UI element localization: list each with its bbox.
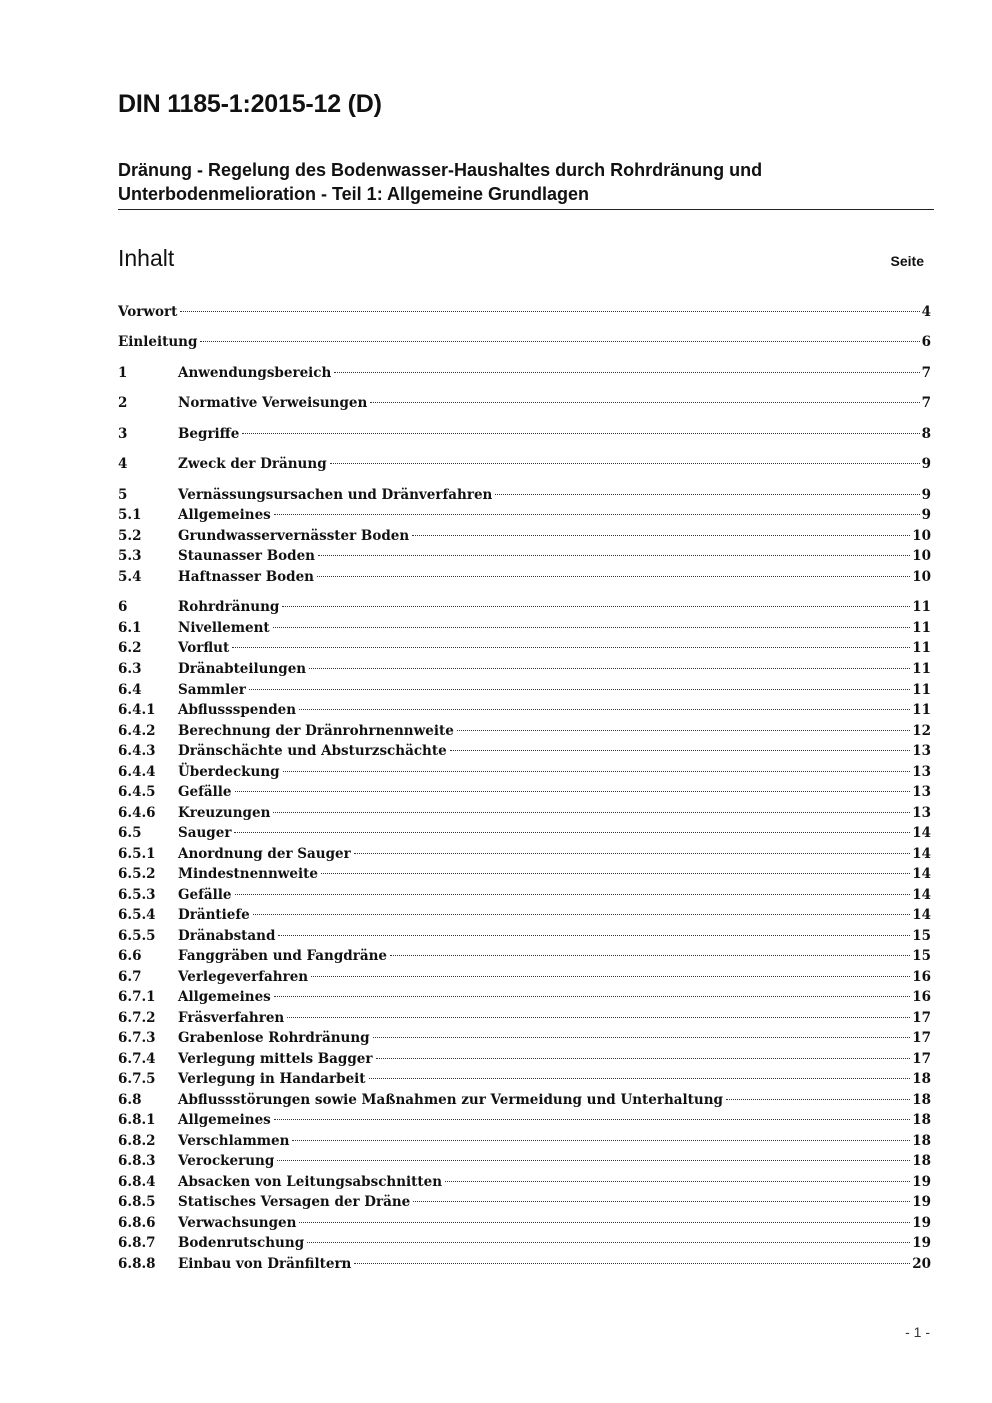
toc-entry-title: Verlegung in Handarbeit [178,1071,366,1087]
toc-entry-page: 14 [912,907,931,923]
toc-entry-number: 5.3 [118,548,142,564]
dot-leader [235,894,911,895]
toc-entry-page: 7 [921,395,931,411]
toc-entry[interactable] [118,741,931,761]
toc-entry-title: Abflussspenden [178,702,297,718]
dot-leader [457,730,910,731]
toc-entry[interactable] [118,803,931,823]
toc-entry-page: 16 [912,969,931,985]
toc-entry-number: 6.8.3 [118,1153,156,1169]
toc-entry-number: 6.8.8 [118,1256,156,1272]
toc-entry-title: Verschlammen [178,1133,290,1149]
dot-leader [311,976,910,977]
toc-entry-number: 6.5.4 [118,907,156,923]
toc-entry[interactable] [118,823,931,843]
toc-entry-number: 6.4.1 [118,702,156,718]
toc-entry-number: 6.8.6 [118,1215,156,1231]
toc-entry-title: Anordnung der Sauger [178,846,351,862]
toc-entry[interactable] [118,526,931,546]
toc-entry-number: 6.4.6 [118,805,156,821]
toc-entry-title: Grabenlose Rohrdränung [178,1030,370,1046]
document-id: DIN 1185-1:2015-12 (D) [118,90,382,118]
toc-entry[interactable] [118,1028,931,1048]
toc-entry[interactable] [118,1008,931,1028]
toc-entry-title: Vorwort [118,304,178,320]
toc-entry[interactable] [118,1069,931,1089]
toc-entry-number: 6.2 [118,640,142,656]
toc-entry-title: Nivellement [178,620,270,636]
dot-leader [249,689,910,690]
toc-entry-number: 6.7.4 [118,1051,156,1067]
dot-leader [309,668,910,669]
toc-entry[interactable] [118,1049,931,1069]
toc-entry[interactable] [118,1110,931,1130]
toc-entry[interactable] [118,485,931,505]
toc-entry[interactable] [118,618,931,638]
toc-entry-title: Sauger [178,825,232,841]
toc-entry-number: 6.7 [118,969,142,985]
toc-entry-page: 17 [912,1030,931,1046]
toc-entry[interactable] [118,393,931,413]
toc-entry-number: 6.7.2 [118,1010,156,1026]
dot-leader [318,555,910,556]
toc-entry-number: 6.8.2 [118,1133,156,1149]
dot-leader [321,873,910,874]
toc-entry-title: Staunasser Boden [178,548,315,564]
dot-leader [273,627,911,628]
toc-entry-title: Berechnung der Dränrohrnennweite [178,723,454,739]
toc-entry[interactable] [118,987,931,1007]
toc-entry-page: 12 [912,723,931,739]
toc-entry-number: 6.4.4 [118,764,156,780]
dot-leader [330,463,920,464]
toc-entry-title: Verwachsungen [178,1215,297,1231]
toc-entry-page: 14 [912,825,931,841]
toc-entry[interactable] [118,905,931,925]
dot-leader [287,1017,910,1018]
toc-entry-page: 7 [921,365,931,381]
toc-entry[interactable] [118,659,931,679]
toc-entry[interactable] [118,638,931,658]
toc-entry[interactable] [118,680,931,700]
toc-entry-title: Allgemeines [178,989,271,1005]
toc-entry-page: 11 [912,599,931,615]
toc-entry-page: 20 [912,1256,931,1272]
toc-entry[interactable] [118,1131,931,1151]
dot-leader [292,1140,910,1141]
toc-entry-page: 14 [912,866,931,882]
toc-entry-title: Normative Verweisungen [178,395,368,411]
dot-leader [299,709,910,710]
toc-entry-title: Bodenrutschung [178,1235,305,1251]
toc-entry-title: Abflussstörungen sowie Maßnahmen zur Vermeidung und Unterhaltung [178,1092,723,1108]
toc-entry[interactable] [118,782,931,802]
dot-leader [242,433,919,434]
toc-entry-number: 5.2 [118,528,142,544]
toc-entry[interactable] [118,721,931,741]
toc-entry[interactable] [118,700,931,720]
toc-entry-number: 6.7.1 [118,989,156,1005]
toc-entry-number: 6.5.2 [118,866,156,882]
toc-entry-page: 11 [912,620,931,636]
toc-entry-page: 6 [921,334,931,350]
toc-entry-page: 11 [912,682,931,698]
toc-entry[interactable] [118,302,931,322]
dot-leader [232,647,910,648]
toc-entry-page: 18 [912,1071,931,1087]
toc-entry-page: 11 [912,702,931,718]
toc-entry-number: 6.8.4 [118,1174,156,1190]
toc-entry-number: 5 [118,487,128,503]
toc-entry[interactable] [118,597,931,617]
toc-entry-title: Einleitung [118,334,198,350]
toc-entry-page: 9 [921,456,931,472]
dot-leader [334,372,919,373]
dot-leader [412,535,910,536]
dot-leader [235,791,911,792]
toc-entry-number: 6.6 [118,948,142,964]
toc-entry-number: 6.5.1 [118,846,156,862]
toc-entry-title: Vorflut [178,640,230,656]
toc-entry-title: Haftnasser Boden [178,569,314,585]
toc-entry-page: 19 [912,1215,931,1231]
toc-entry-page: 18 [912,1133,931,1149]
toc-entry-title: Gefälle [178,784,232,800]
toc-entry-number: 6.5.5 [118,928,156,944]
toc-entry-page: 19 [912,1235,931,1251]
dot-leader [307,1242,910,1243]
dot-leader [299,1222,910,1223]
toc-entry-title: Zweck der Dränung [178,456,327,472]
toc-entry-number: 6.8.1 [118,1112,156,1128]
dot-leader [370,402,919,403]
toc-entry-page: 17 [912,1051,931,1067]
toc-entry[interactable] [118,762,931,782]
dot-leader [278,935,910,936]
toc-entry-page: 14 [912,887,931,903]
toc-entry[interactable] [118,844,931,864]
toc-entry-page: 18 [912,1153,931,1169]
toc-entry[interactable] [118,1090,931,1110]
toc-entry[interactable] [118,1254,931,1274]
toc-entry-number: 5.1 [118,507,142,523]
dot-leader [274,996,910,997]
toc-entry-page: 11 [912,661,931,677]
toc-entry-number: 6.8.5 [118,1194,156,1210]
dot-leader [317,576,910,577]
dot-leader [354,1263,910,1264]
toc-entry-title: Absacken von Leitungsabschnitten [178,1174,443,1190]
toc-entry[interactable] [118,885,931,905]
dot-leader [450,750,911,751]
toc-entry-title: Rohrdränung [178,599,280,615]
page-number: - 1 - [905,1324,930,1340]
toc-entry-page: 19 [912,1194,931,1210]
toc-entry-number: 6.5.3 [118,887,156,903]
toc-entry-page: 13 [912,764,931,780]
toc-entry-page: 19 [912,1174,931,1190]
dot-leader [283,771,911,772]
toc-entry-number: 2 [118,395,128,411]
toc-entry[interactable] [118,1172,931,1192]
toc-entry-page: 10 [912,548,931,564]
toc-entry-page: 8 [921,426,931,442]
toc-entry-page: 13 [912,784,931,800]
dot-leader [273,812,910,813]
toc-entry-page: 13 [912,805,931,821]
toc-entry-title: Fräsverfahren [178,1010,285,1026]
toc-entry-page: 10 [912,528,931,544]
toc-entry-number: 3 [118,426,128,442]
toc-entry-title: Allgemeines [178,507,271,523]
dot-leader [282,606,910,607]
toc-entry-title: Vernässungsursachen und Dränverfahren [178,487,493,503]
toc-entry-title: Dränabstand [178,928,276,944]
toc-entry-page: 15 [912,948,931,964]
dot-leader [413,1201,910,1202]
toc-entry[interactable] [118,946,931,966]
toc-heading: Inhalt [118,245,175,271]
dot-leader [445,1181,910,1182]
toc-entry-title: Statisches Versagen der Dräne [178,1194,411,1210]
toc-entry[interactable] [118,505,931,525]
toc-entry-number: 6.4.5 [118,784,156,800]
dot-leader [354,853,910,854]
toc-entry-number: 6.3 [118,661,142,677]
toc-entry[interactable] [118,1213,931,1233]
toc-entry-page: 15 [912,928,931,944]
toc-entry-title: Fanggräben und Fangdräne [178,948,388,964]
toc-entry-number: 6.5 [118,825,142,841]
toc-entry[interactable] [118,567,931,587]
toc-entry-page: 17 [912,1010,931,1026]
toc-entry-title: Verlegung mittels Bagger [178,1051,373,1067]
dot-leader [376,1058,911,1059]
toc-entry-number: 6.4.3 [118,743,156,759]
toc-entry-title: Kreuzungen [178,805,271,821]
toc-entry-number: 1 [118,365,128,381]
toc-entry[interactable] [118,424,931,444]
dot-leader [180,311,919,312]
dot-leader [369,1078,911,1079]
toc-entry-title: Grundwasservernässter Boden [178,528,410,544]
toc-entry-title: Mindestnennweite [178,866,318,882]
dot-leader [495,494,919,495]
toc-entry[interactable] [118,363,931,383]
toc-entry-number: 6.4 [118,682,142,698]
toc-entry[interactable] [118,1151,931,1171]
toc-entry-page: 18 [912,1092,931,1108]
toc-entry-title: Sammler [178,682,246,698]
dot-leader [274,514,920,515]
toc-entry-title: Überdeckung [178,764,280,780]
toc-entry-number: 6.7.5 [118,1071,156,1087]
toc-entry-number: 6.1 [118,620,142,636]
toc-entry-page: 16 [912,989,931,1005]
toc-entry-page: 14 [912,846,931,862]
toc-entry-title: Einbau von Dränfiltern [178,1256,352,1272]
toc-entry-title: Anwendungsbereich [178,365,332,381]
toc-entry[interactable] [118,864,931,884]
toc-entry[interactable] [118,332,931,352]
toc-entry-page: 10 [912,569,931,585]
toc-entry-number: 4 [118,456,128,472]
toc-entry[interactable] [118,1233,931,1253]
toc-entry-title: Gefälle [178,887,232,903]
toc-entry-number: 6.8 [118,1092,142,1108]
toc-entry-title: Verlegeverfahren [178,969,309,985]
toc-entry[interactable] [118,967,931,987]
toc-entry-page: 4 [921,304,931,320]
toc-entry-number: 6.8.7 [118,1235,156,1251]
toc-entry-page: 11 [912,640,931,656]
toc-entry-page: 18 [912,1112,931,1128]
toc-entry-title: Dränschächte und Absturzschächte [178,743,447,759]
toc-entry-title: Dränabteilungen [178,661,307,677]
toc-entry-title: Begriffe [178,426,240,442]
dot-leader [253,914,910,915]
toc-entry[interactable] [118,926,931,946]
toc-entry-number: 6 [118,599,128,615]
dot-leader [200,341,919,342]
dot-leader [373,1037,911,1038]
document-title: Dränung - Regelung des Bodenwasser-Haushaltes durch Rohrdränung und Unterbodenmelioration - Teil 1: Allgemeine Grundlagen [118,158,934,210]
toc-entry-number: 5.4 [118,569,142,585]
toc-entry-title: Dräntiefe [178,907,250,923]
toc-entry[interactable] [118,546,931,566]
dot-leader [726,1099,910,1100]
toc-entry-title: Verockerung [178,1153,275,1169]
toc-entry[interactable] [118,1192,931,1212]
dot-leader [277,1160,910,1161]
toc-entry[interactable] [118,454,931,474]
toc-entry-title: Allgemeines [178,1112,271,1128]
toc-entry-number: 6.4.2 [118,723,156,739]
toc-entry-page: 9 [921,487,931,503]
page-column-label: Seite [890,253,924,269]
toc-entry-page: 9 [921,507,931,523]
toc-entry-number: 6.7.3 [118,1030,156,1046]
dot-leader [390,955,910,956]
dot-leader [234,832,910,833]
dot-leader [274,1119,910,1120]
toc-entry-page: 13 [912,743,931,759]
